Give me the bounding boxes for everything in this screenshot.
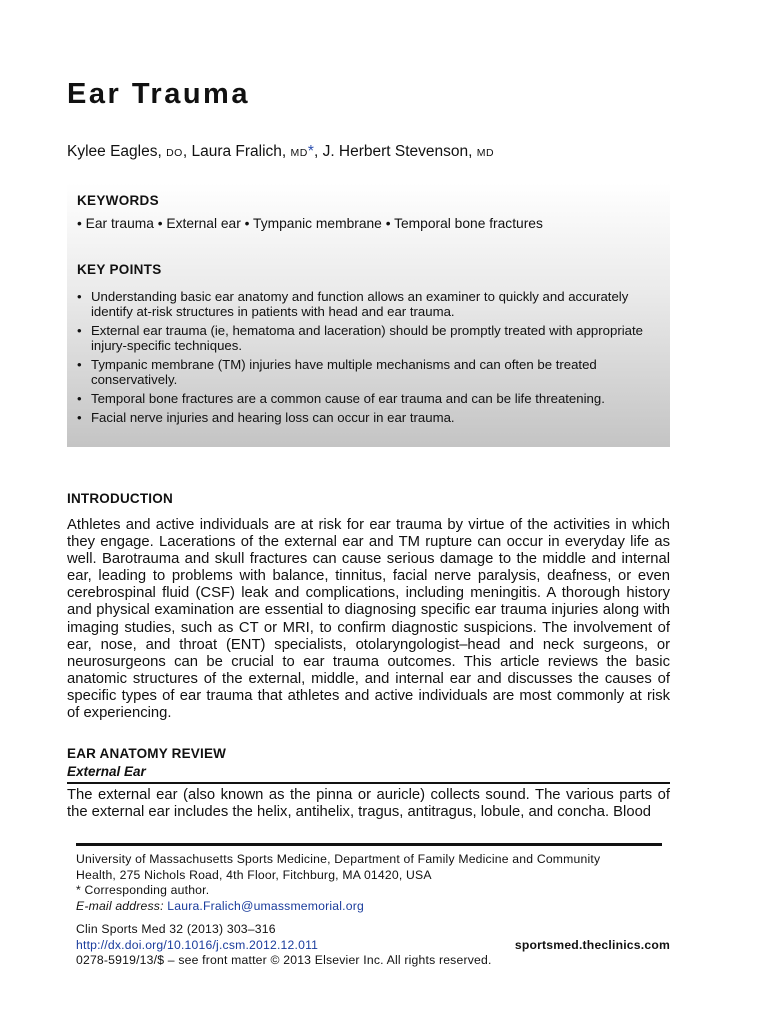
- footnote-divider: [76, 843, 662, 846]
- anatomy-paragraph: The external ear (also known as the pinna or auricle) collects sound. The various parts of the external ear includes the helix, antihelix, tragus, antitragus, lobule, and concha. Blood: [67, 787, 670, 821]
- section-divider: [67, 782, 670, 784]
- article-title: Ear Trauma: [67, 78, 250, 110]
- citation-block: [76, 922, 670, 969]
- author-name: J. Herbert Stevenson,: [322, 143, 473, 160]
- email-link[interactable]: Laura.Fralich@umassmemorial.org: [167, 898, 364, 913]
- affiliation-line: Health, 275 Nichols Road, 4th Floor, Fitchburg, MA 01420, USA: [76, 867, 432, 882]
- external-ear-subheading: External Ear: [67, 764, 146, 779]
- introduction-paragraph: Athletes and active individuals are at risk for ear trauma by virtue of the activities in which they engage. Lacerations of the external ear and TM rupture can occur in everyday life as well. Barotrauma and skull fractures can cause serious damage to the middle and internal ear, leading to problems with balance, tinnitus, facial nerve paralysis, deafness, or even cerebrospinal fluid (CSF) leak and complications, including meningitis. A thorough history and physical examination are essential to diagnosing specific ear trauma injuries along with imaging studies, such as CT or MRI, to confirm diagnostic suspicions. The involvement of ear, nose, and throat (ENT) specialists, otolaryngologist–head and neck surgeons, or neurosurgeons can be crucial to ear trauma outcomes. This article reviews the basic anatomic structures of the external, middle, and internal ear and discusses the causes of specific types of ear trauma that athletes and active individuals are most commonly at risk of experiencing.: [67, 517, 670, 722]
- author-degree: MD: [476, 147, 495, 159]
- journal-site: sportsmed.theclinics.com: [514, 937, 670, 952]
- author-degree: DO: [166, 147, 183, 159]
- anatomy-heading: EAR ANATOMY REVIEW: [67, 746, 227, 761]
- keywords-heading: KEYWORDS: [77, 193, 159, 208]
- footnote-block: [76, 852, 670, 914]
- key-point-item: • Tympanic membrane (TM) injuries have multiple mechanisms and can often be treated conservatively.: [77, 357, 662, 387]
- affiliation-line: University of Massachusetts Sports Medicine, Department of Family Medicine and Community: [76, 852, 601, 866]
- key-points-list: [77, 289, 662, 429]
- key-point-item: • Facial nerve injuries and hearing loss can occur in ear trauma.: [77, 410, 662, 425]
- email-line: [76, 899, 670, 915]
- introduction-heading: INTRODUCTION: [67, 491, 173, 506]
- corresponding-author-mark[interactable]: *: [307, 143, 314, 160]
- doi-row: [76, 938, 670, 954]
- key-point-item: • External ear trauma (ie, hematoma and laceration) should be promptly treated with appropriate injury-specific techniques.: [77, 323, 662, 353]
- author-name: Laura Fralich,: [191, 143, 287, 160]
- author-list: Kylee Eagles, DO, Laura Fralich, MD*, J. Herbert Stevenson, MD: [67, 143, 495, 160]
- doi-link[interactable]: http://dx.doi.org/10.1016/j.csm.2012.12.011: [76, 937, 319, 952]
- copyright-line: 0278-5919/13/$ – see front matter © 2013 Elsevier Inc. All rights reserved.: [76, 953, 492, 968]
- keywords-keypoints-box: [67, 183, 670, 447]
- keywords-list: • Ear trauma • External ear • Tympanic membrane • Temporal bone fractures: [77, 216, 543, 231]
- journal-citation: Clin Sports Med 32 (2013) 303–316: [76, 922, 276, 936]
- key-point-item: • Understanding basic ear anatomy and function allows an examiner to quickly and accurately identify at-risk structures in patients with head and ear trauma.: [77, 289, 662, 319]
- email-label: E-mail address:: [76, 898, 164, 913]
- author-degree: MD: [290, 147, 308, 159]
- key-point-item: • Temporal bone fractures are a common cause of ear trauma and can be life threatening.: [77, 391, 662, 406]
- key-points-heading: KEY POINTS: [77, 262, 162, 277]
- author-name: Kylee Eagles,: [67, 143, 162, 160]
- corresponding-author-note: * Corresponding author.: [76, 883, 210, 898]
